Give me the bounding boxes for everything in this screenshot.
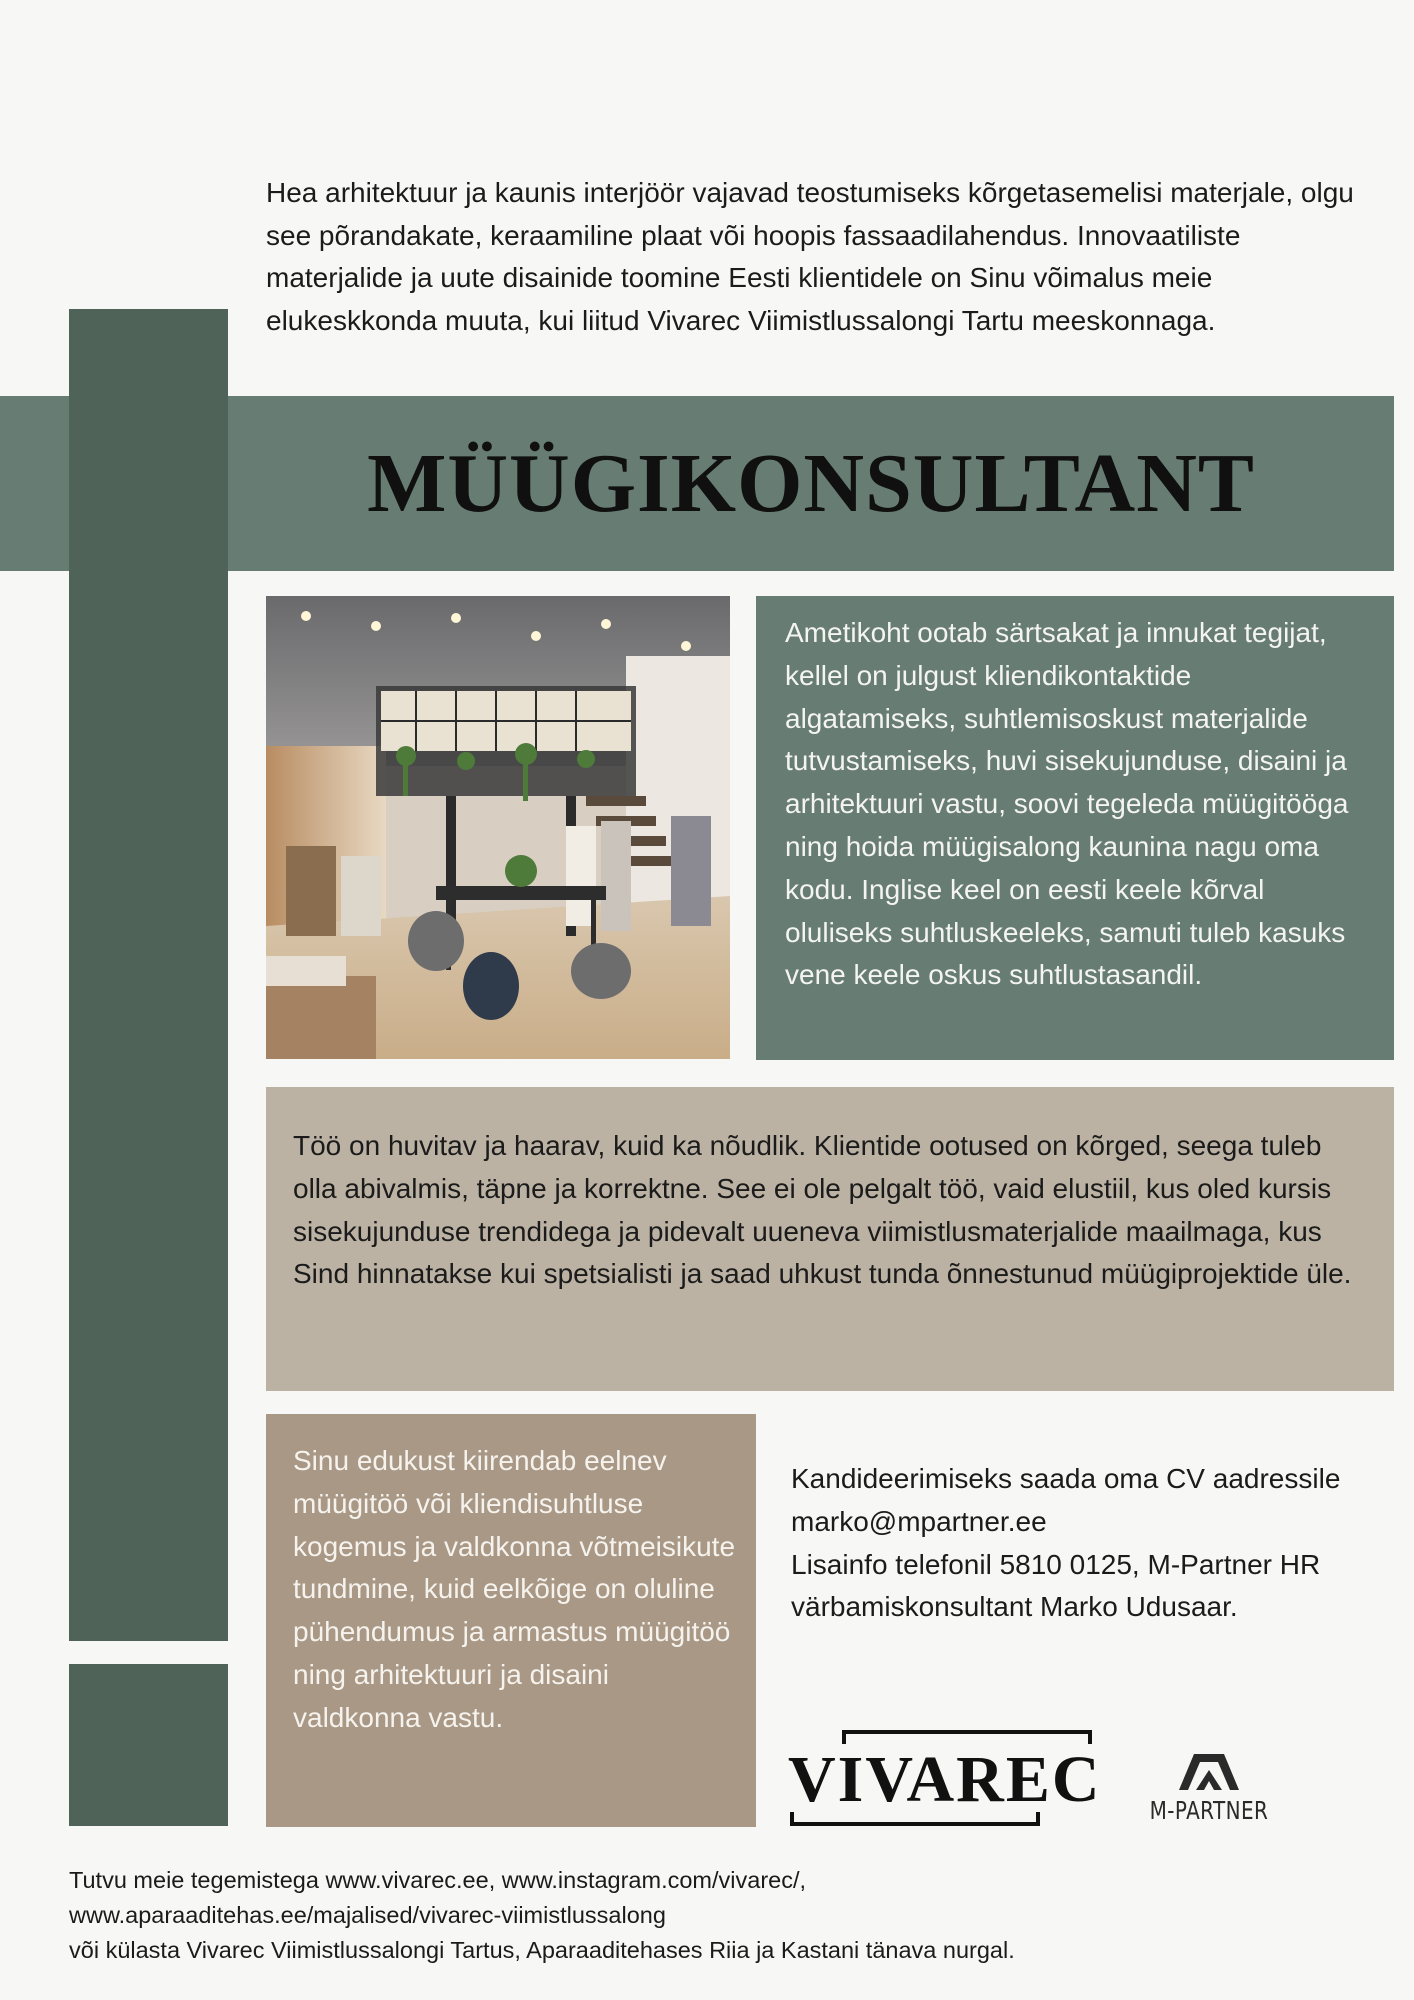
- showroom-photo: [266, 596, 730, 1059]
- page-title: MÜÜGIKONSULTANT: [367, 437, 1255, 530]
- work-description-box: [266, 1087, 1394, 1391]
- footer: [69, 1863, 1389, 1968]
- left-vertical-bar-lower: [69, 1664, 228, 1826]
- success-factors-box: [266, 1414, 756, 1827]
- footer-line-url: www.aparaaditehas.ee/majalised/vivarec-viimistlussalong: [69, 1902, 666, 1928]
- mpartner-logo-text: M-PARTNER: [1149, 1796, 1269, 1825]
- role-description-box: [756, 596, 1394, 1060]
- work-description-text: Töö on huvitav ja haarav, kuid ka nõudlik. Klientide ootused on kõrged, seega tuleb olla abivalmis, täpne ja korrektne. See ei ole pelgalt töö, vaid elustiil, kus oled kursis sisekujunduse trendidega ja pidevalt uueneva viimistlusmaterjalide maailmaga, kus Sind hinnatakse kui spetsialisti ja saad uhkust tunda õnnestunud müügiprojektide üle.: [293, 1130, 1352, 1290]
- role-description-text: Ametikoht ootab särtsakat ja innukat tegijat, kellel on julgust kliendikontaktide algatamiseks, suhtlemisoskust materjalide tutvustamiseks, huvi sisekujunduse, disaini ja arhitektuuri vastu, soovi tegeleda müügitööga ning hoida müügisalong kaunina nagu oma kodu. Inglise keel on eesti keele kõrval oluliseks suhtluskeeleks, samuti tuleb kasuks vene keele oskus suhtlustasandil.: [785, 617, 1349, 991]
- left-vertical-bar-overlap: [69, 396, 228, 571]
- contact-info: [791, 1458, 1391, 1629]
- intro-paragraph: Hea arhitektuur ja kaunis interjöör vajavad teostumiseks kõrgetasemelisi materjale, olgu see põrandakate, keraamiline plaat või hoopis fassaadilahendus. Innovaatiliste materjalide ja uute disainide toomine Eesti klientidele on Sinu võimalus meie elukeskkonda muuta, kui liitud Vivarec Viimistlussalongi Tartu meeskonnaga.: [266, 177, 1354, 336]
- footer-line-visit: või külasta Vivarec Viimistlussalongi Tartus, Aparaaditehases Riia ja Kastani tänava nurgal.: [69, 1937, 1015, 1963]
- mpartner-logo: [1134, 1746, 1284, 1826]
- success-factors-text: Sinu edukust kiirendab eelnev müügitöö või kliendisuhtluse kogemus ja valdkonna võtmeisikute tundmine, kuid eelkõige on oluline pühendumus ja armastus müügitöö ning arhitektuuri ja disaini valdkonna vastu.: [293, 1445, 736, 1733]
- mpartner-logo-mark-icon: [1134, 1746, 1284, 1796]
- vivarec-logo-text: VIVAREC: [788, 1743, 1102, 1816]
- showroom-photo-icon: [266, 596, 730, 1059]
- contact-cv-line: Kandideerimiseks saada oma CV aadressile marko@mpartner.ee: [791, 1463, 1341, 1537]
- footer-line-links: Tutvu meie tegemistega www.vivarec.ee, www.instagram.com/vivarec/,: [69, 1867, 807, 1893]
- contact-phone-line: Lisainfo telefonil 5810 0125, M-Partner HR värbamiskonsultant Marko Udusaar.: [791, 1548, 1321, 1623]
- vivarec-logo: [788, 1728, 1102, 1828]
